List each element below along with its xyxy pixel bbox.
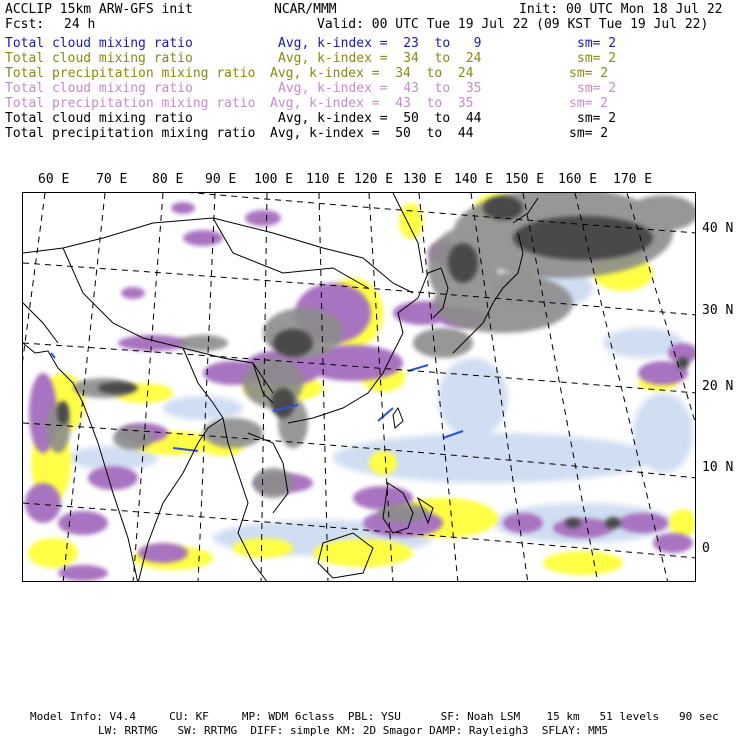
legend-sm-2: sm= 2 — [577, 51, 617, 66]
legend-field-3: Total precipitation mixing ratio — [5, 66, 256, 81]
legend-avg-3: Avg, k-index = 34 to 24 — [270, 66, 474, 81]
lon-label-60e: 60 E — [38, 172, 70, 187]
cloud-mixing-ratio-map — [23, 193, 696, 582]
lon-label-160e: 160 E — [558, 172, 598, 187]
legend-avg-4: Avg, k-index = 43 to 35 — [278, 81, 482, 96]
lat-label-20n: 20 N — [702, 379, 734, 394]
legend-field-7: Total precipitation mixing ratio — [5, 126, 256, 141]
legend-field-4: Total cloud mixing ratio — [5, 81, 193, 96]
legend-field-5: Total precipitation mixing ratio — [5, 96, 256, 111]
legend-avg-7: Avg, k-index = 50 to 44 — [270, 126, 474, 141]
legend-sm-4: sm= 2 — [577, 81, 617, 96]
fcst-value: 24 h — [64, 17, 96, 32]
lon-label-140e: 140 E — [454, 172, 494, 187]
meridian-90e — [198, 193, 215, 582]
legend-sm-5: sm= 2 — [569, 96, 609, 111]
valid-time: Valid: 00 UTC Tue 19 Jul 22 (09 KST Tue 19 Jul 22) — [317, 17, 709, 32]
lon-label-90e: 90 E — [205, 172, 237, 187]
legend-avg-2: Avg, k-index = 34 to 24 — [278, 51, 482, 66]
plot-title: ACCLIP 15km ARW-GFS init — [5, 2, 193, 17]
lat-label-0: 0 — [702, 541, 710, 556]
lat-label-30n: 30 N — [702, 303, 734, 318]
lon-label-130e: 130 E — [403, 172, 443, 187]
lat-label-40n: 40 N — [702, 221, 734, 236]
model-info-line2: LW: RRTMG SW: RRTMG DIFF: simple KM: 2D Smagor DAMP: Rayleigh3 SFLAY: MM5 — [98, 724, 608, 737]
lon-label-110e: 110 E — [306, 172, 346, 187]
legend-field-2: Total cloud mixing ratio — [5, 51, 193, 66]
lon-label-100e: 100 E — [254, 172, 294, 187]
legend-avg-1: Avg, k-index = 23 to 9 — [278, 36, 482, 51]
legend-sm-6: sm= 2 — [577, 111, 617, 126]
fcst-label: Fcst: — [5, 17, 45, 32]
map-panel — [22, 192, 696, 582]
legend-avg-6: Avg, k-index = 50 to 44 — [278, 111, 482, 126]
init-time: Init: 00 UTC Mon 18 Jul 22 — [519, 2, 723, 17]
lon-label-70e: 70 E — [96, 172, 128, 187]
legend-field-6: Total cloud mixing ratio — [5, 111, 193, 126]
legend-field-1: Total cloud mixing ratio — [5, 36, 193, 51]
lon-label-80e: 80 E — [152, 172, 184, 187]
lon-label-150e: 150 E — [505, 172, 545, 187]
lat-label-10n: 10 N — [702, 460, 734, 475]
model-info-line1: Model Info: V4.4 CU: KF MP: WDM 6class PBL: YSU SF: Noah LSM 15 km 51 levels 90 sec — [30, 710, 719, 723]
legend-sm-3: sm= 2 — [569, 66, 609, 81]
legend-sm-1: sm= 2 — [577, 36, 617, 51]
lon-label-170e: 170 E — [613, 172, 653, 187]
legend-sm-7: sm= 2 — [569, 126, 609, 141]
lon-label-120e: 120 E — [354, 172, 394, 187]
legend-avg-5: Avg, k-index = 43 to 35 — [270, 96, 474, 111]
center-label: NCAR/MMM — [274, 2, 337, 17]
